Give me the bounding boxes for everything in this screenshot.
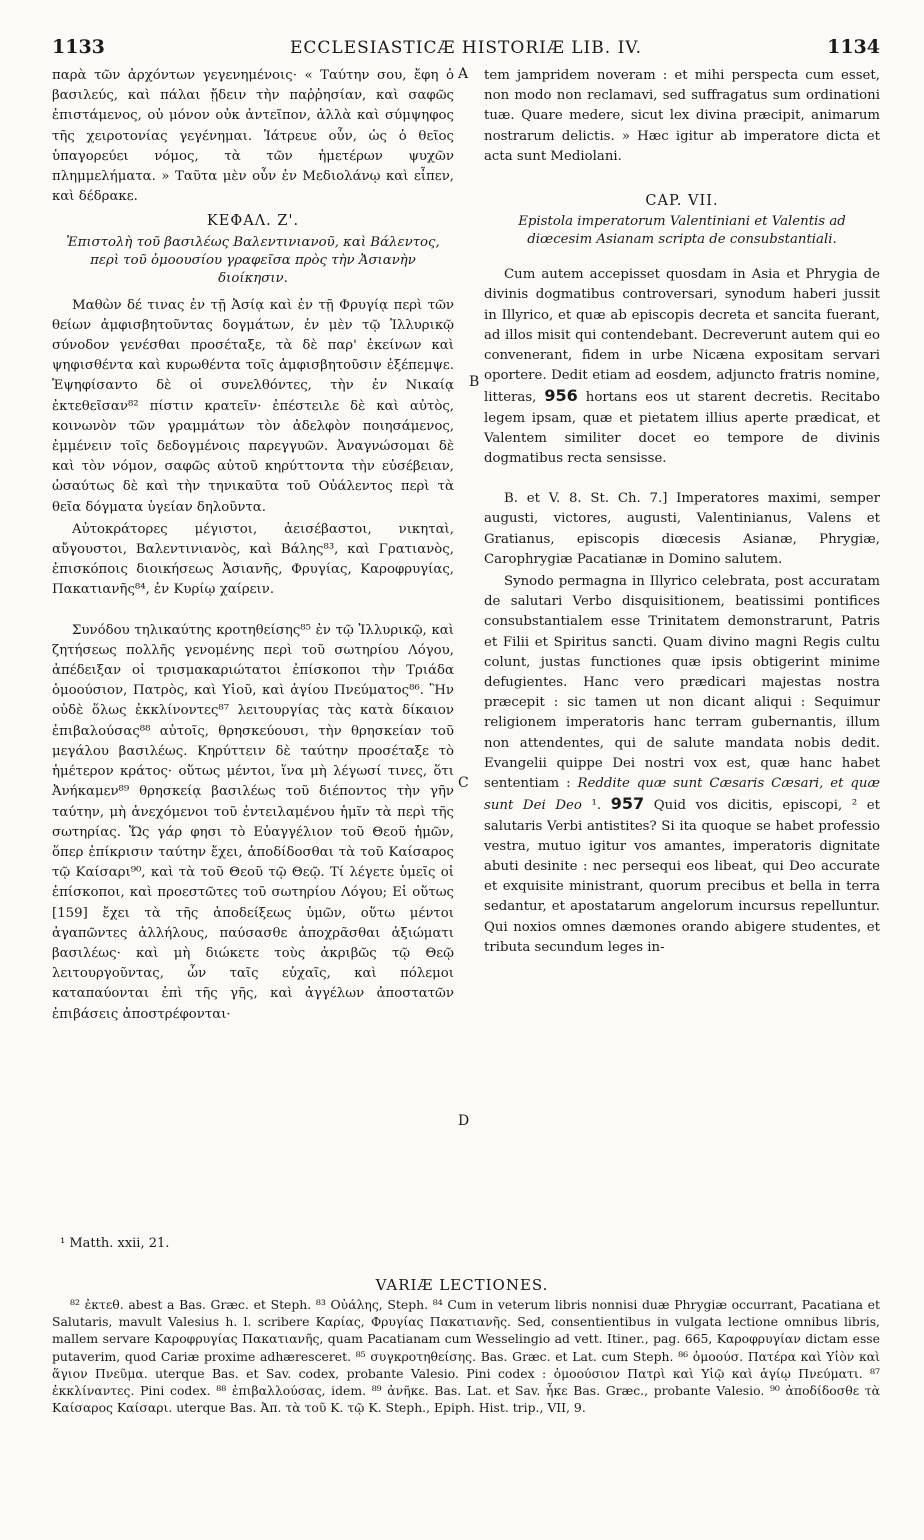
page-header [52, 36, 880, 62]
greek-chapter-heading: ΚΕΦΑΛ. Ζ'. [206, 213, 300, 230]
greek-paragraph-4: Συνόδου τηλικαύτης κροτηθείσης⁸⁵ ἐν τῷ Ἰλλυρικῷ, καὶ ζητήσεως πολλῆς γενομένης περὶ τοῦ σωτηρίου Λόγου, ἀπέδειξαν οἱ τρισμακαριώτατοι ἐπίσκοποι τὴν Τριάδα ὁμοούσιον, Πατρὸς, καὶ Υἱοῦ, καὶ ἁγίου Πνεύματος⁸⁶. Ἣν οὐδὲ ὅλως ἐκκλίνοντες⁸⁷ λειτουργίας τὰς κατὰ δίκαιον ἐπιβαλούσας⁸⁸ αὐτοῖς, θρησκεύουσι, τὴν θρησκείαν τοῦ μεγάλου βασιλέως. Κηρύττειν δὲ ταύτην προσέταξε τὸ ἡμέτερον κράτος· οὕτως μέντοι, ἵνα μὴ λέγωσί τινες, ὅτι Ἀνήκαμεν⁸⁹ θρησκείᾳ βασιλέως τοῦ διέποντος τὴν γῆν ταύτην, μὴ ἀνεχόμενοι τοῦ ἐντειλαμένου ἡμῖν τὰ περὶ τῆς σωτηρίας. Ὥς γάρ φησι τὸ Εὐαγγέλιον τοῦ Θεοῦ ἡμῶν, ὅπερ ἐπίκρισιν ταύτην ἔχει, ἀποδίδοσθαι τὰ τοῦ Καίσαρος τῷ Καίσαρι⁹⁰, καὶ τὰ τοῦ Θεοῦ τῷ Θεῷ. Τί λέγετε ὑμεῖς οἱ ἐπίσκοποι, καὶ προεστῶτες τοῦ σωτηρίου Λόγου; Εἰ οὕτως [159] ἔχει τὰ τῆς ἀποδείξεως ὑμῶν, οὕτω μέντοι ἀγαπῶντες ἀλλήλους, παύσασθε ἀποχρᾶσθαι ἀξιώματι βασιλέως· καὶ μὴ διώκετε τοὺς ἀκριβῶς τῷ Θεῷ λειτουργοῦντας, ὧν ταῖς εὐχαῖς, καὶ πόλεμοι καταπαύονται ἐπὶ τῆς γῆς, καὶ ἀγγέλων ἀποστατῶν ἐπιβάσεις ἀποστρέφονται· [52, 622, 454, 1022]
latin-chapter-heading: CAP. VII. [645, 193, 719, 210]
greek-paragraph-3: Αὐτοκράτορες μέγιστοι, ἀεισέβαστοι, νικηταὶ, αὔγουστοι, Βαλεντινιανὸς, καὶ Βάλης⁸³, καὶ Γρατιανὸς, ἐπισκόποις διοικήσεως Ἀσιανῆς, Φρυγίας, Καροφρυγίας, Πακατιανῆς⁸⁴, ἐν Κυρίῳ χαίρειν. [52, 521, 454, 598]
variae-lectiones-text: ⁸² ἐκτεθ. abest a Bas. Græc. et Steph. ⁸³ Οὐάλης, Steph. ⁸⁴ Cum in veterum libris nonnisi duæ Phrygiæ occurrant, Pacatiana et Salutaris, mavult Valesius h. l. scribere Καρίας, Φρυγίας Πακατιανῆς. Sed, consentientibus in vulgata lectione omnibus libris, mallem servare Καροφρυγίας Πακατιανῆς, quam Pacatianam cum Wesselingio ad vett. Itiner., pag. 665, Καροφρυγίαν dictam esse putaverim, quod Cariæ proxime adhæresceret. ⁸⁵ συγκροτηθείσης. Bas. Græc. et Lat. cum Steph. ⁸⁶ ὁμοούσ. Πατέρα καὶ Υἱὸν καὶ ἅγιον Πνεῦμα. uterque Bas. et Sav. codex, probante Valesio. Pini codex : ὁμοούσιον Πατρὶ καὶ Υἱῷ καὶ ἁγίῳ Πνεύματι. ⁸⁷ ἐκκλίναντες. Pini codex. ⁸⁸ ἐπιβαλλούσας, idem. ⁸⁹ ἀνῆκε. Bas. Lat. et Sav. ἧκε Bas. Græc., probante Valesio. ⁹⁰ ἀποδίδοσθε τὰ Καίσαρος Καίσαρι. uterque Bas. Ἀπ. τὰ τοῦ Κ. τῷ Κ. Steph., Epiph. Hist. trip., VII, 9. [52, 1297, 880, 1416]
latin-paragraph-2: Cum autem accepisset quosdam in Asia et Phrygia de divinis dogmatibus controversari, synodum haberi jussit in Illyrico, et quæ ab episcopis decreta et sancita fuerant, ad illos misit qui contendebant. Decreverunt autem qui eo convenerant, fidem in urbe Nicæna expositam servari oportere. Dedit etiam ad eosdem, adjuncto fratris nomine, litteras, 956 hortans eos ut starent decretis. Recitabo legem ipsam, quæ et pietatem illius aperte prædicat, et Valentem similiter docet eo tempore de divinis dogmatibus recta sensisse. [484, 267, 881, 467]
latin-paragraph-3: B. et V. 8. St. Ch. 7.] Imperatores maximi, semper augusti, victores, augusti, Valentinianus, Valens et Gratianus, episcopis diœcesis Asianæ, Phrygiæ, Carophrygiæ Pacatianæ in Domino salutem. [484, 491, 880, 567]
margin-marker-b: B [469, 374, 480, 390]
latin-chapter-title: Epistola imperatorum Valentiniani et Valentis ad diœcesim Asianam scripta de consubstantiali. [518, 214, 846, 248]
greek-column [52, 66, 454, 1027]
page-number-left: 1133 [52, 36, 105, 58]
margin-marker-d: D [458, 1113, 470, 1129]
page-number-right: 1134 [827, 36, 880, 58]
margin-marker-c: C [458, 775, 469, 791]
margin-marker-a: A [458, 66, 469, 82]
greek-chapter-title: Ἐπιστολὴ τοῦ βασιλέως Βαλεντινιανοῦ, καὶ Βάλεντος, περὶ τοῦ ὁμοουσίου γραφεῖσα πρὸς τὴν Ἀσιανὴν διοίκησιν. [66, 234, 440, 286]
variae-lectiones-heading: VARIÆ LECTIONES. [375, 1276, 549, 1294]
latin-paragraph-1: tem jampridem noveram : et mihi perspecta cum esset, non modo non reclamavi, sed suffragatus sum ordinationi tuæ. Quare medere, sicut lex divina præcipit, animarum nostrarum delictis. » Hæc igitur ab imperatore dicta et acta sunt Mediolani. [484, 68, 880, 164]
greek-paragraph-1: παρὰ τῶν ἀρχόντων γεγενημένοις· « Ταύτην σου, ἔφη ὁ βασιλεύς, καὶ πάλαι ᾔδειν τὴν παῤῥησίαν, καὶ σαφῶς ἐπιστάμενος, οὐ μόνον οὐκ ἀντεῖπον, ἀλλὰ καὶ σύμψηφος τῆς χειροτονίας γεγένημαι. Ἰάτρευε οὖν, ὡς ὁ θεῖος ὑπαγορεύει νόμος, τὰ τῶν ἡμετέρων ψυχῶν πλημμελήματα. » Ταῦτα μὲν οὖν ἐν Μεδιολάνῳ καὶ εἶπεν, καὶ δέδρακε. [52, 68, 454, 205]
column-number-957: 957 [610, 794, 645, 814]
footnote: ¹ Matth. xxii, 21. [60, 1236, 170, 1251]
gospel-quote: Reddite quæ sunt Cæsaris Cæsari, et quæ sunt Dei Deo [484, 776, 880, 814]
latin-paragraph-4: Synodo permagna in Illyrico celebrata, post accuratam de salutari Verbo disquisitionem, beatissimi pontifices consubstantialem esse Trinitatem demonstrarunt, Patris et Filii et Spiritus sancti. Quam divino magni Regis cultu colunt, justas functiones quæ ipsis obtigerint minime defugientes. Hanc vero prædicari majestas nostra præcepit : sic tamen ut non dicant aliqui : Sequimur religionem imperatoris hanc terram gubernantis, illum non attendentes, qui de salute mandata nobis dedit. Evangelii quippe Dei nostri vox est, quæ hanc habet sententiam : Reddite quæ sunt Cæsaris Cæsari, et quæ sunt Dei Deo ¹. 957 Quid vos dicitis, episcopi, ² et salutaris Verbi antistites? Si ita quoque se habet professio vestra, mutuo igitur vos amantes, imperatoris dignitate abuti desinite : nec persequi eos libeat, qui Deo accurate et exquisite ministrant, quorum precibus et bella in terra sedantur, et apostatarum angelorum incursus repelluntur. Qui noxios omnes dæmones orando abigere studentes, et tributa secundum leges in- [484, 574, 881, 955]
variae-lectiones [52, 1296, 880, 1416]
column-number-956: 956 [544, 386, 578, 406]
running-title: ECCLESIASTICÆ HISTORIÆ LIB. IV. [289, 38, 643, 58]
latin-column [484, 66, 880, 960]
greek-paragraph-2: Μαθὼν δέ τινας ἐν τῇ Ἀσίᾳ καὶ ἐν τῇ Φρυγίᾳ περὶ τῶν θείων ἀμφισβητοῦντας δογμάτων, ἐν μὲν τῷ Ἰλλυρικῷ σύνοδον γενέσθαι προσέταξε, τὰ δὲ παρ' ἐκείνων καὶ ψηφισθέντα καὶ κυρωθέντα τοῖς ἀμφισβητοῦσιν ἐξέπεμψε. Ἐψηφίσαντο δὲ οἱ συνελθόντες, τὴν ἐν Νικαίᾳ ἐκτεθεῖσαν⁸² πίστιν κρατεῖν· ἐπέστειλε δὲ καὶ αὐτὸς, κοινωνὸν τῶν γραμμάτων τὸν ἀδελφὸν ποιησάμενος, ἐμμένειν τοῖς δεδογμένοις παρεγγυῶν. Ἀναγνώσομαι δὲ καὶ τὸν νόμον, σαφῶς αὐτοῦ κηρύττοντα τὴν εὐσέβειαν, ὡσαύτως δὲ καὶ τὴν τηνικαῦτα τοῦ Οὐάλεντος περὶ τὰ θεῖα δόγματα ὑγείαν δηλοῦντα. [52, 297, 454, 515]
